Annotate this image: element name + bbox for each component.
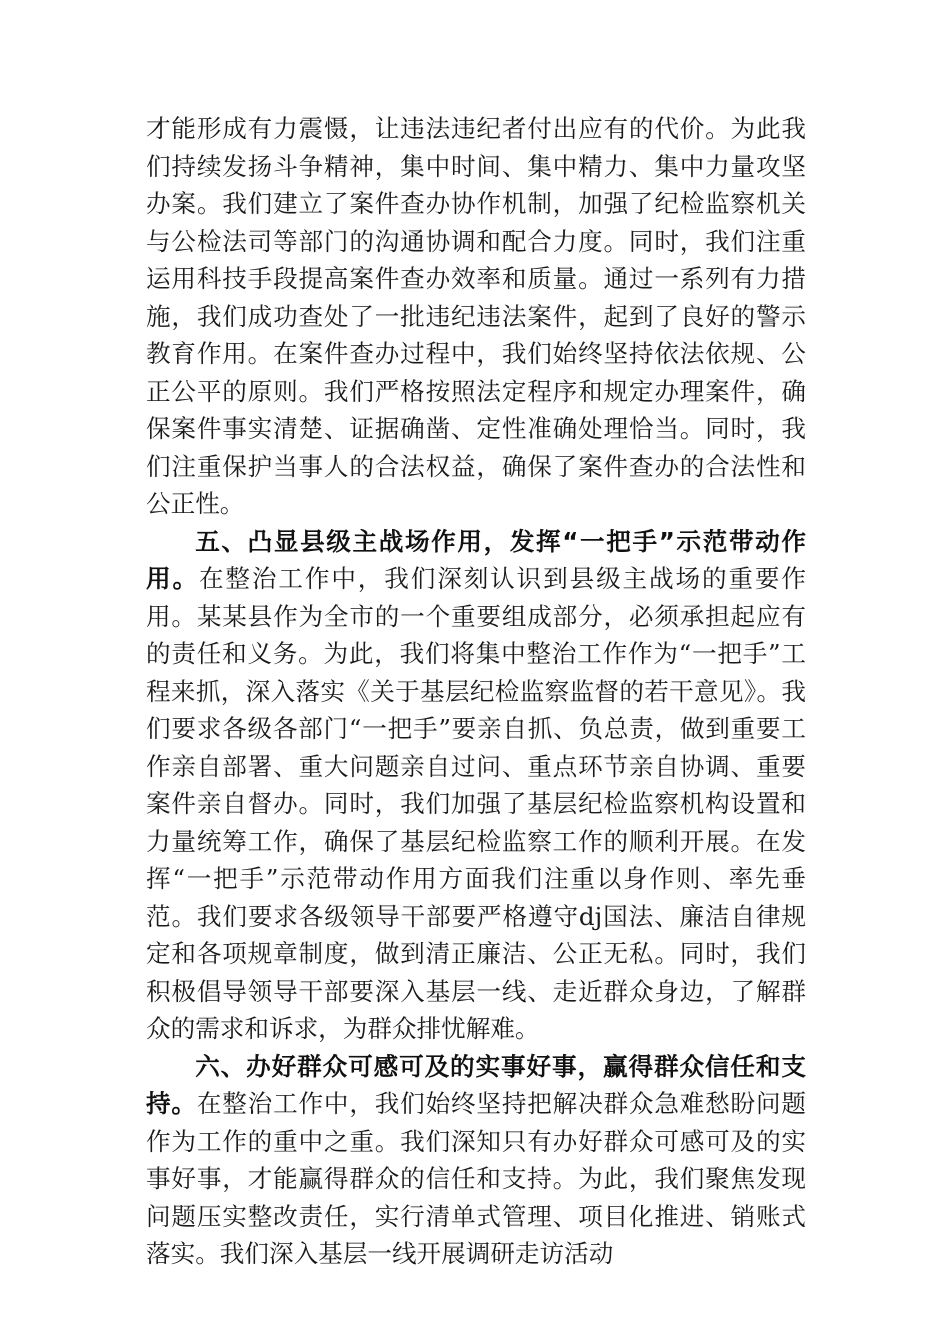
paragraph-body: 在整治工作中，我们始终坚持把解决群众急难愁盼问题作为工作的重中之重。我们深知只有办好群众可感可及的实事好事，才能赢得群众的信任和支持。为此，我们聚焦发现问题压实整改责任，实行清单式管理、项目化推进、销账式落实。我们深入基层一线开展调研走访活动 bbox=[146, 1089, 806, 1268]
section-six-heading: 六、办好群众可感可及的实事好事，赢得群众信任和支持。 bbox=[146, 1051, 806, 1118]
section-five-heading: 五、凸显县级主战场作用，发挥“一把手”示范带动作用。 bbox=[146, 526, 806, 593]
paragraph-section-six bbox=[146, 1048, 806, 1273]
document-page bbox=[146, 110, 806, 1273]
paragraph-section-five bbox=[146, 523, 806, 1048]
paragraph-body: 才能形成有力震慑，让违法违纪者付出应有的代价。为此我们持续发扬斗争精神，集中时间、集中精力、集中力量攻坚办案。我们建立了案件查办协作机制，加强了纪检监察机关与公检法司等部门的沟通协调和配合力度。同时，我们注重运用科技手段提高案件查办效率和质量。通过一系列有力措施，我们成功查处了一批违纪违法案件，起到了良好的警示教育作用。在案件查办过程中，我们始终坚持依法依规、公正公平的原则。我们严格按照法定程序和规定办理案件，确保案件事实清楚、证据确凿、定性准确处理恰当。同时，我们注重保护当事人的合法权益，确保了案件查办的合法性和公正性。 bbox=[146, 114, 806, 518]
paragraph-body: 在整治工作中，我们深刻认识到县级主战场的重要作用。某某县作为全市的一个重要组成部分，必须承担起应有的责任和义务。为此，我们将集中整治工作作为“一把手”工程来抓，深入落实《关于基层纪检监察监督的若干意见》。我们要求各级各部门“一把手”要亲自抓、负总责，做到重要工作亲自部署、重大问题亲自过问、重点环节亲自协调、重要案件亲自督办。同时，我们加强了基层纪检监察机构设置和力量统筹工作，确保了基层纪检监察工作的顺利开展。在发挥“一把手”示范带动作用方面我们注重以身作则、率先垂范。我们要求各级领导干部要严格遵守dj国法、廉洁自律规定和各项规章制度，做到清正廉洁、公正无私。同时，我们积极倡导领导干部要深入基层一线、走近群众身边，了解群众的需求和诉求，为群众排忧解难。 bbox=[146, 564, 806, 1043]
paragraph-case-handling bbox=[146, 110, 806, 523]
